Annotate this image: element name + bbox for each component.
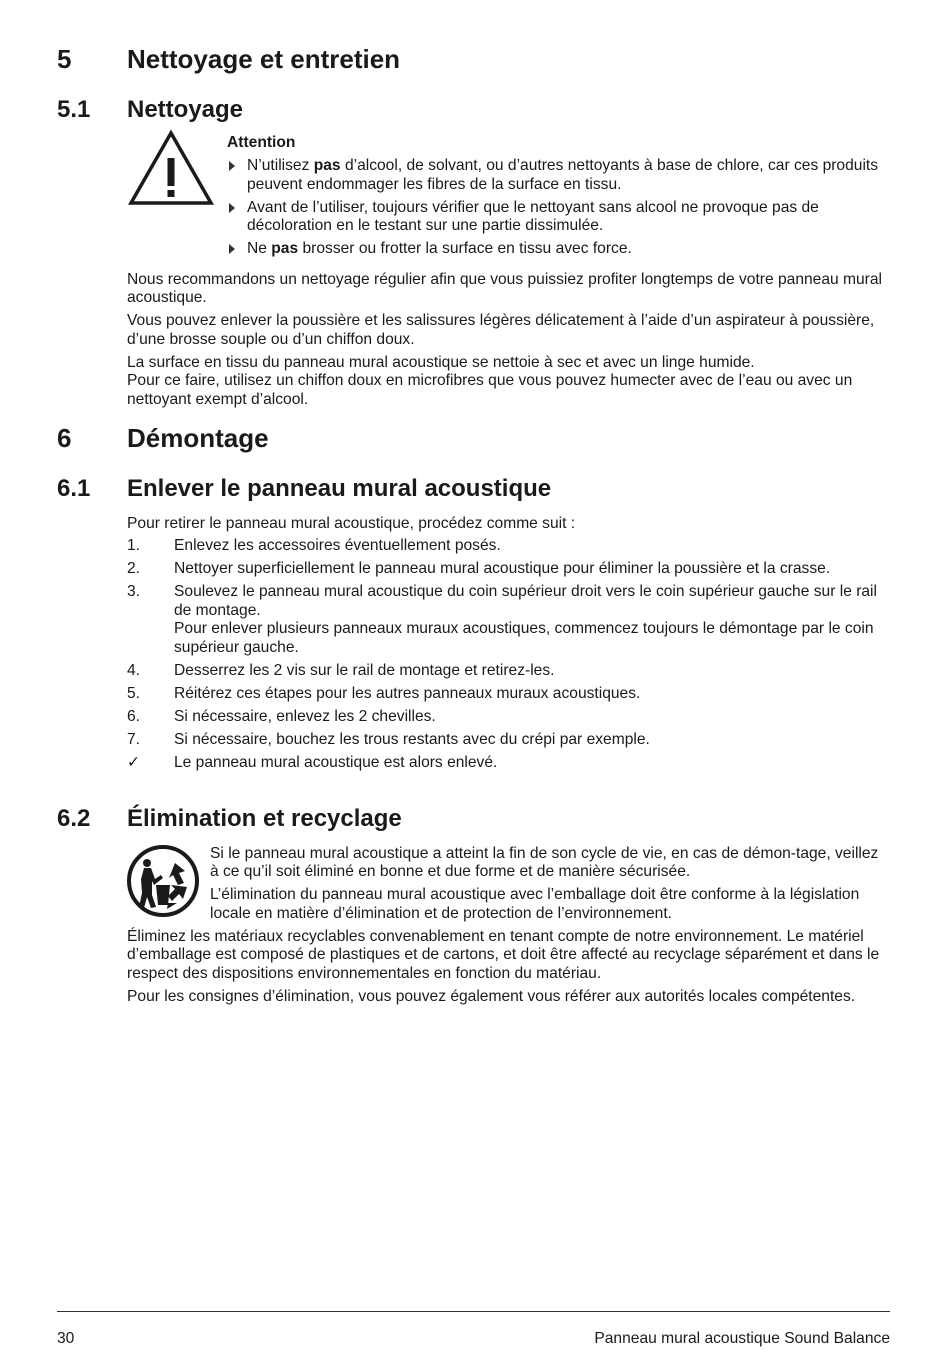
- section-number: 6.2: [57, 805, 91, 832]
- recycling-text: [127, 928, 892, 1011]
- section-title: Nettoyage et entretien: [127, 44, 401, 74]
- removal-intro: Pour retirer le panneau mural acoustique, procédez comme suit :: [127, 515, 576, 532]
- warning-triangle-icon: [127, 128, 215, 208]
- step-number: 3.: [127, 583, 141, 601]
- attention-notice: [227, 134, 895, 263]
- paragraph: Nous recommandons un nettoyage régulier afin que vous puissiez profiter longtemps de votre panneau mural acoustique.: [127, 271, 883, 307]
- page-number: 30: [57, 1330, 75, 1347]
- bullet-arrow-icon: [229, 161, 235, 171]
- step-result: ✓ Le panneau mural acoustique est alors enlevé.: [127, 753, 498, 771]
- step-item: 4. Desserrez les 2 vis sur le rail de montage et retirez-les.: [127, 661, 555, 679]
- section-number: 5.1: [57, 96, 91, 123]
- paragraph: L’élimination du panneau mural acoustique avec l’emballage doit être conforme à la législation locale en matière d’élimination et de protection de l’environnement.: [210, 886, 860, 922]
- triman-recycling-icon: [127, 845, 199, 917]
- section-title: Enlever le panneau mural acoustique: [127, 475, 552, 502]
- step-item: 7. Si nécessaire, bouchez les trous restants avec du crépi par exemple.: [127, 730, 650, 748]
- removal-instructions: [127, 515, 892, 777]
- step-number: 2.: [127, 560, 141, 578]
- cleaning-text: [127, 271, 892, 414]
- step-item: 5. Réitérez ces étapes pour les autres panneaux muraux acoustiques.: [127, 684, 641, 702]
- step-number: 5.: [127, 684, 141, 702]
- step-number: 7.: [127, 730, 141, 748]
- section-title: Démontage: [127, 423, 269, 453]
- section-title: Élimination et recyclage: [127, 805, 402, 832]
- attention-list: [227, 157, 895, 258]
- attention-item: N’utilisez pas d’alcool, de solvant, ou d’autres nettoyants à base de chlore, car ces produits peuvent endommager les fibres de la surface en tissu.: [227, 157, 895, 194]
- recycling-intro: [210, 845, 880, 928]
- step-number: 6.: [127, 707, 141, 725]
- step-note: Pour enlever plusieurs panneaux muraux acoustiques, commencez toujours le démontage par le coin supérieur gauche.: [174, 620, 874, 656]
- step-item: 2. Nettoyer superficiellement le panneau mural acoustique pour éliminer la poussière et la crasse.: [127, 560, 831, 578]
- step-item: 1. Enlevez les accessoires éventuellement posés.: [127, 537, 501, 555]
- step-number: 1.: [127, 537, 141, 555]
- paragraph: Pour les consignes d’élimination, vous pouvez également vous référer aux autorités locales compétentes.: [127, 987, 856, 1005]
- attention-title: Attention: [227, 134, 296, 151]
- step-item: 6. Si nécessaire, enlevez les 2 chevilles.: [127, 707, 436, 725]
- bullet-arrow-icon: [229, 203, 235, 213]
- step-number: 4.: [127, 661, 141, 679]
- paragraph: Éliminez les matériaux recyclables convenablement en tenant compte de notre environnement. Le matériel d’emballage est composé de plastiques et de cartons, et doit être affecté au recyclage séparément et dans le respect des dispositions environnementales en fonction du matériau.: [127, 928, 880, 982]
- section-number: 6.1: [57, 475, 91, 502]
- bullet-arrow-icon: [229, 244, 235, 254]
- removal-steps: [127, 537, 892, 772]
- attention-item: Avant de l’utiliser, toujours vérifier que le nettoyant sans alcool ne provoque pas de décoloration en le testant sur une partie dissimulée.: [227, 199, 895, 236]
- section-number: 6: [57, 423, 72, 453]
- attention-item: Ne pas brosser ou frotter la surface en tissu avec force.: [227, 240, 895, 258]
- paragraph: Si le panneau mural acoustique a atteint la fin de son cycle de vie, en cas de démon-tage, veillez à ce qu’il soit éliminé en bonne et due forme et de manière sécurisée.: [210, 845, 879, 881]
- section-number: 5: [57, 44, 72, 74]
- step-item: 3. Soulevez le panneau mural acoustique du coin supérieur droit vers le coin supérieur gauche sur le rail de montage. Pour enlever plusieurs panneaux muraux acoustiques, commencez toujours le démontage par le coin supérieur gauche.: [127, 583, 877, 656]
- paragraph: La surface en tissu du panneau mural acoustique se nettoie à sec et avec un linge humide. Pour ce faire, utilisez un chiffon doux en microfibres que vous pouvez humecter avec de l’eau ou avec un nettoyant exempt d’alcool.: [127, 353, 853, 408]
- document-title: Panneau mural acoustique Sound Balance: [594, 1330, 890, 1347]
- paragraph: Vous pouvez enlever la poussière et les salissures légères délicatement à l’aide d’un aspirateur à poussière, d’une brosse souple ou d’un chiffon doux.: [127, 312, 875, 348]
- section-title: Nettoyage: [127, 96, 244, 123]
- footer-divider: [57, 1311, 890, 1312]
- checkmark-icon: ✓: [127, 753, 141, 771]
